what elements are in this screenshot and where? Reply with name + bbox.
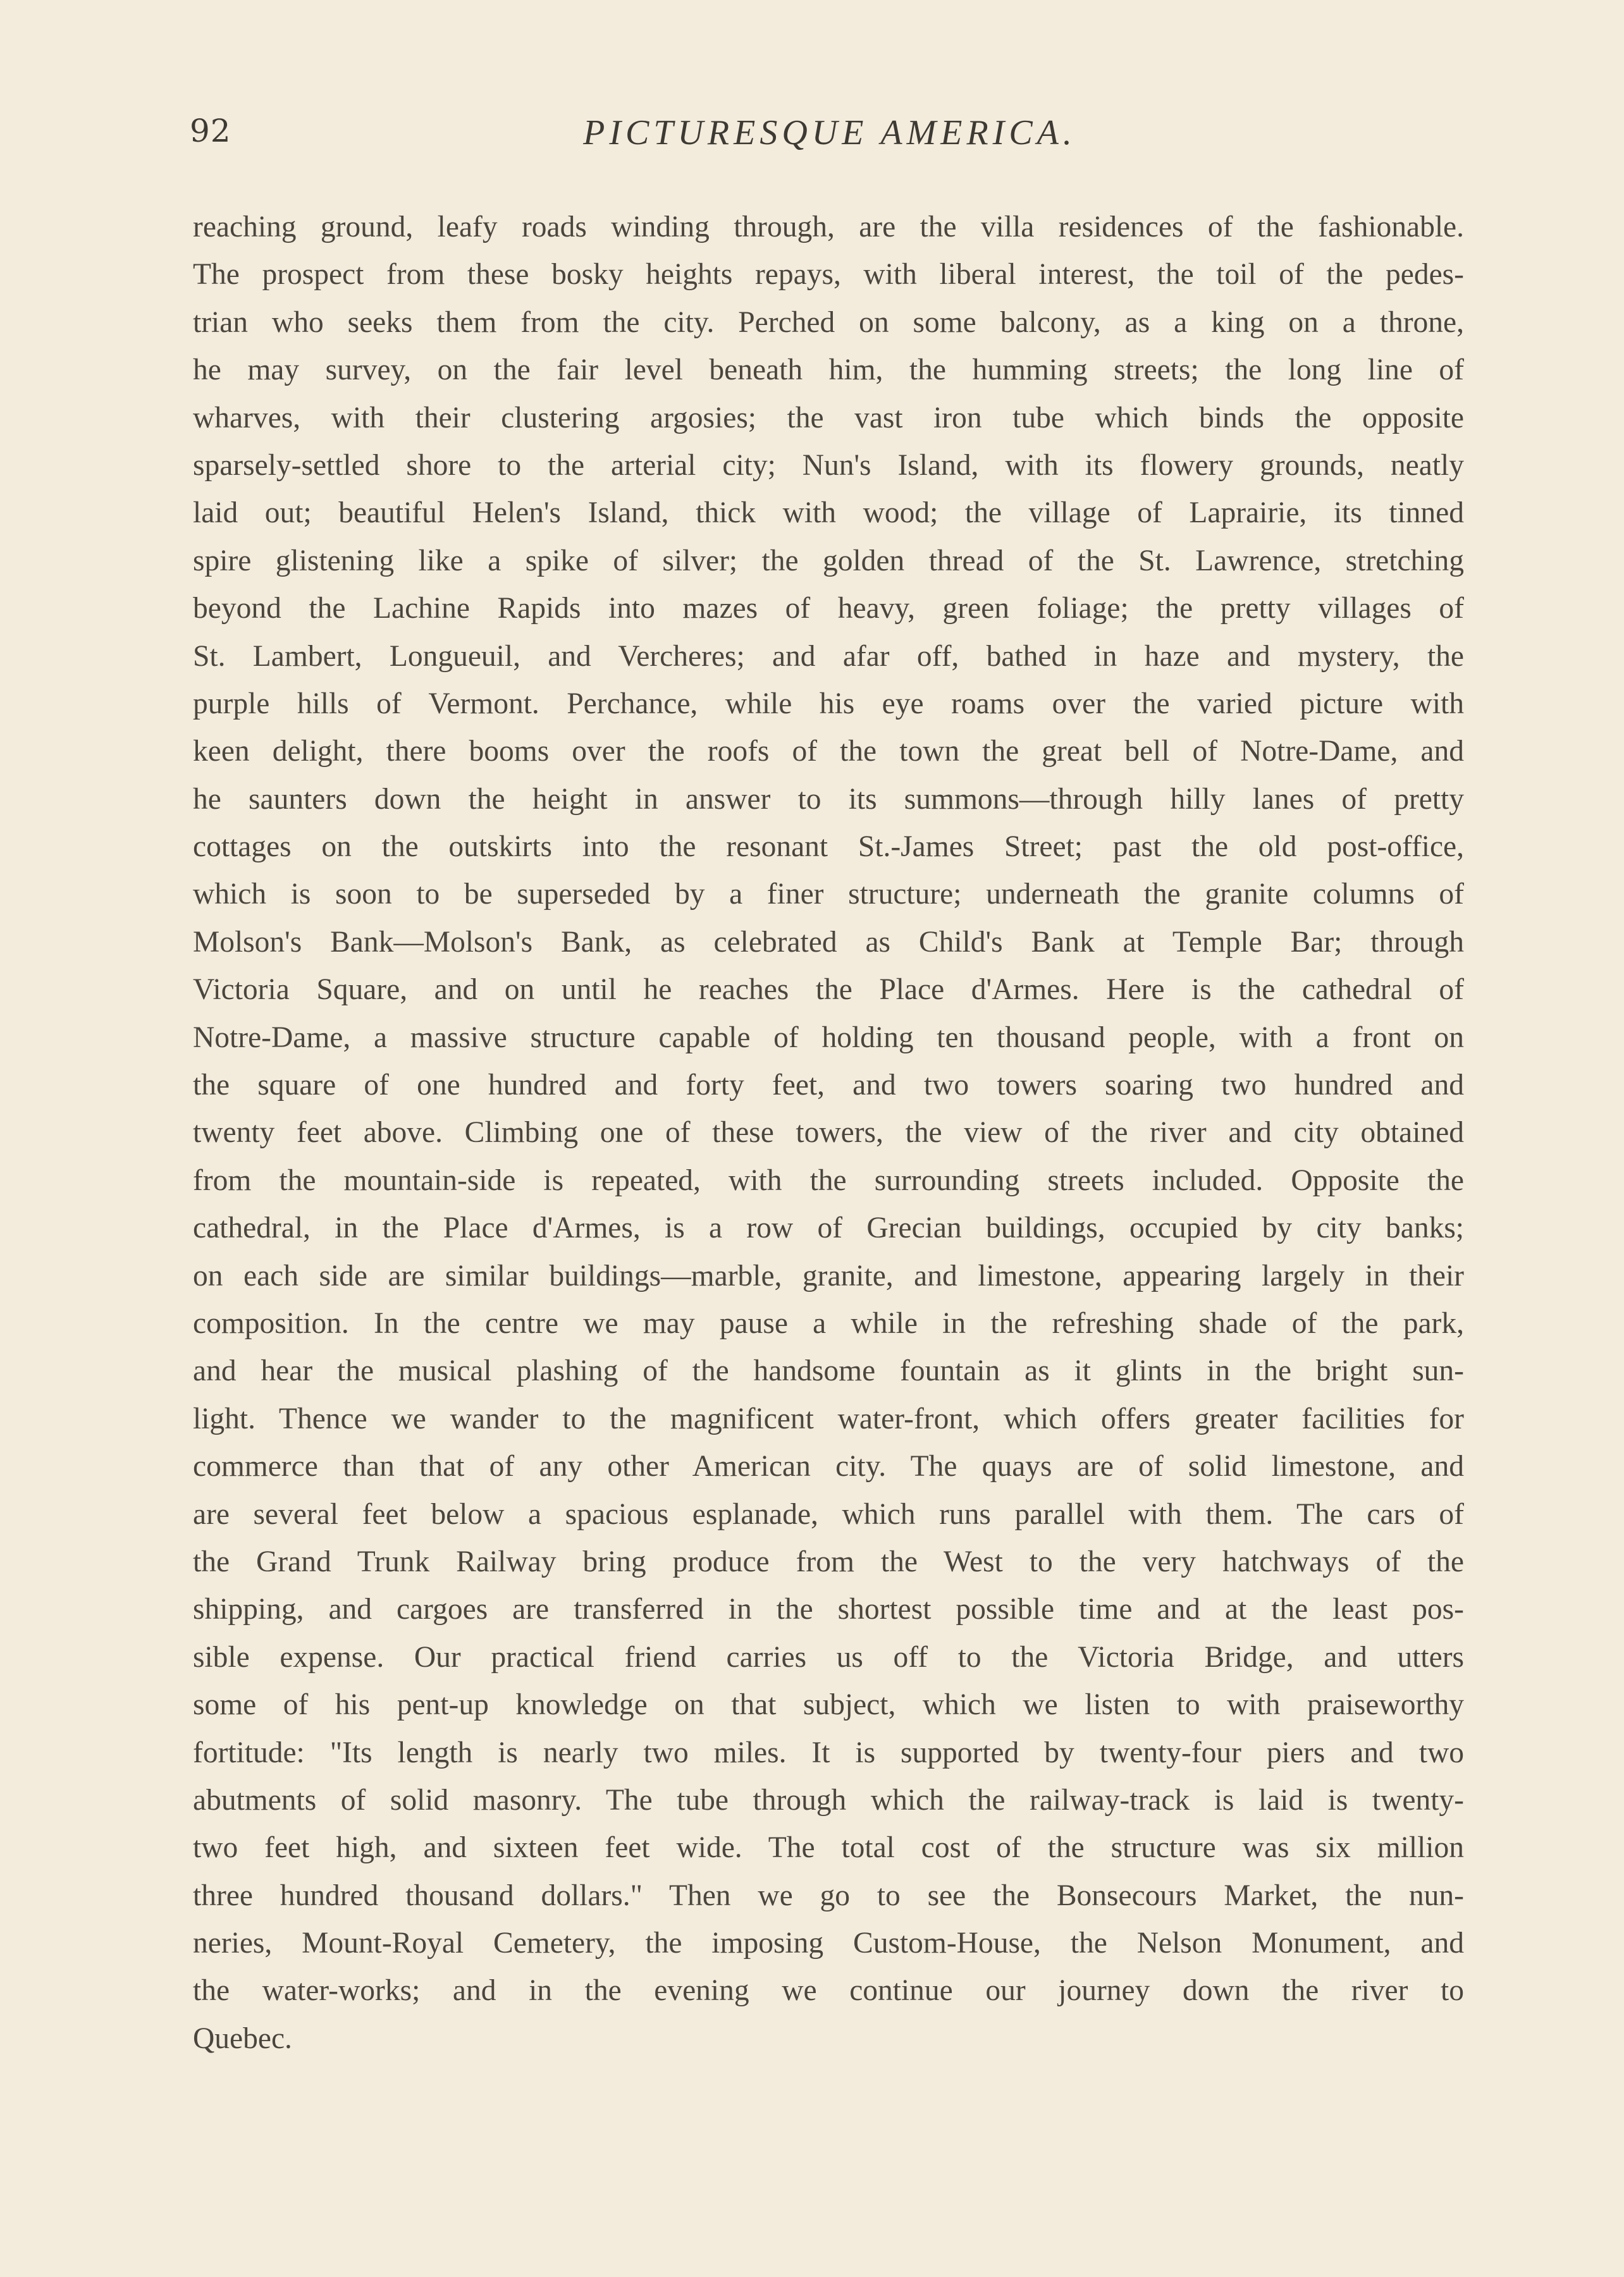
page-number: 92	[190, 113, 231, 149]
text-line: Notre-Dame, a massive structure capable of holding ten thousand people, with a front on	[193, 1021, 1464, 1054]
text-line: some of his pent-up knowledge on that subject, which we listen to with praiseworthy	[193, 1688, 1464, 1722]
text-line: shipping, and cargoes are transferred in the shortest possible time and at the least pos-	[193, 1593, 1464, 1626]
text-line: the square of one hundred and forty feet, and two towers soaring two hundred and	[193, 1069, 1464, 1102]
text-line: twenty feet above. Climbing one of these towers, the view of the river and city obtained	[193, 1116, 1464, 1150]
body-paragraph	[193, 204, 1464, 2063]
text-line: Molson's Bank—Molson's Bank, as celebrated as Child's Bank at Temple Bar; through	[193, 925, 1464, 959]
text-line: purple hills of Vermont. Perchance, while his eye roams over the varied picture with	[193, 687, 1464, 720]
text-line: and hear the musical plashing of the handsome fountain as it glints in the bright sun-	[193, 1354, 1464, 1388]
text-line: which is soon to be superseded by a finer structure; underneath the granite columns of	[193, 878, 1464, 911]
text-line: two feet high, and sixteen feet wide. The total cost of the structure was six million	[193, 1831, 1464, 1865]
text-line: beyond the Lachine Rapids into mazes of heavy, green foliage; the pretty villages of	[193, 592, 1464, 625]
text-line: reaching ground, leafy roads winding through, are the villa residences of the fashionable.	[193, 211, 1464, 243]
text-line: on each side are similar buildings—marble, granite, and limestone, appearing largely in their	[193, 1259, 1464, 1292]
text-line: are several feet below a spacious esplanade, which runs parallel with them. The cars of	[193, 1497, 1464, 1531]
text-line: composition. In the centre we may pause a while in the refreshing shade of the park,	[193, 1306, 1464, 1340]
text-line: wharves, with their clustering argosies; the vast iron tube which binds the opposite	[193, 401, 1464, 434]
text-line: light. Thence we wander to the magnificent water-front, which offers greater facilities for	[193, 1402, 1464, 1435]
text-line: Victoria Square, and on until he reaches the Place d'Armes. Here is the cathedral of	[193, 973, 1464, 1007]
text-line: keen delight, there booms over the roofs of the town the great bell of Notre-Dame, and	[193, 735, 1464, 768]
running-title: PICTURESQUE AMERICA.	[583, 113, 1076, 152]
text-line-last: Quebec.	[193, 2022, 292, 2055]
text-line: sparsely-settled shore to the arterial city; Nun's Island, with its flowery grounds, neatly	[193, 448, 1464, 482]
text-line: abutments of solid masonry. The tube through which the railway-track is laid is twenty-	[193, 1783, 1464, 1817]
text-line: he saunters down the height in answer to its summons—through hilly lanes of pretty	[193, 782, 1464, 816]
text-line: neries, Mount-Royal Cemetery, the imposing Custom-House, the Nelson Monument, and	[193, 1927, 1464, 1960]
page-header	[190, 113, 1470, 169]
text-line: laid out; beautiful Helen's Island, thick with wood; the village of Laprairie, its tinned	[193, 496, 1464, 530]
text-line: spire glistening like a spike of silver; the golden thread of the St. Lawrence, stretching	[193, 544, 1464, 577]
text-line: the water-works; and in the evening we continue our journey down the river to	[193, 1974, 1464, 2008]
text-line: sible expense. Our practical friend carries us off to the Victoria Bridge, and utters	[193, 1640, 1464, 1674]
text-line: cathedral, in the Place d'Armes, is a row of Grecian buildings, occupied by city banks;	[193, 1212, 1464, 1245]
text-line: from the mountain-side is repeated, with the surrounding streets included. Opposite the	[193, 1163, 1464, 1197]
text-line: trian who seeks them from the city. Perched on some balcony, as a king on a throne,	[193, 305, 1464, 339]
text-line: he may survey, on the fair level beneath him, the humming streets; the long line of	[193, 353, 1464, 387]
text-line: The prospect from these bosky heights repays, with liberal interest, the toil of the pedes-	[193, 258, 1464, 292]
text-line: St. Lambert, Longueuil, and Vercheres; and afar off, bathed in haze and mystery, the	[193, 639, 1464, 673]
text-line: cottages on the outskirts into the resonant St.-James Street; past the old post-office,	[193, 830, 1464, 864]
text-line: the Grand Trunk Railway bring produce from the West to the very hatchways of the	[193, 1545, 1464, 1578]
text-line: fortitude: "Its length is nearly two miles. It is supported by twenty-four piers and two	[193, 1736, 1464, 1769]
text-line: commerce than that of any other American city. The quays are of solid limestone, and	[193, 1450, 1464, 1483]
text-line: three hundred thousand dollars." Then we go to see the Bonsecours Market, the nun-	[193, 1879, 1464, 1912]
